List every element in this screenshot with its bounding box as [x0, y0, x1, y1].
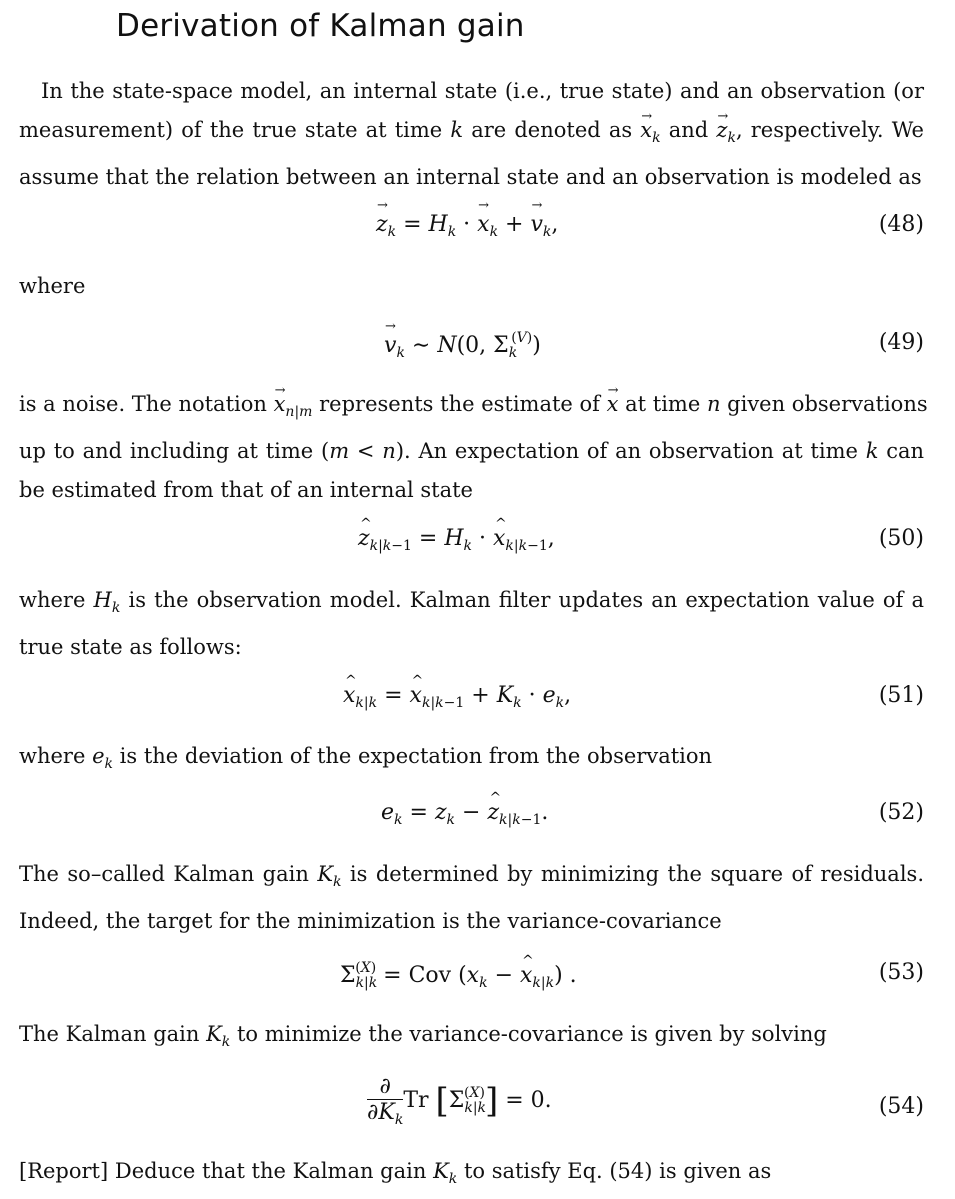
equation-49: → $v_k$ ∼ N(0, $\Sigma_k^{(V)}$) (49) [0, 322, 955, 366]
equation-number: (50) [878, 526, 924, 551]
equation-rhs: = 0. [505, 1088, 552, 1113]
equation-53: $\Sigma_{k|k}^{(X)}$ = Cov ($x_k$ − ^ $x_{k|k}$) . (53) [0, 952, 955, 996]
text-line: up to and including at time (m < n). An expectation of an observation at time k can [19, 439, 925, 463]
text-line: where $H_k$ is the observation model. Kalman filter updates an expectation value of a [19, 588, 924, 616]
paragraph-observation-model [19, 581, 924, 667]
text-line: where [19, 274, 86, 298]
equation-54: $\frac{\partial}{\partial K_k}$ Tr $[\Sigma_{k|k}^{(X)}] = 0$. (54) [367, 1074, 924, 1128]
equation-48: → $z_k = H_k$ · → $x_k$ + → $v_k$, (48) [0, 204, 955, 248]
text-line: true state as follows: [19, 635, 242, 659]
text-line: [Report] Deduce that the Kalman gain $K_k$ to satisfy Eq. (54) is given as [19, 1159, 772, 1187]
equation-51: ^ $x_{k|k}$ = ^ $x_{k|k-1} + K_k \cdot e_k$, (51) [0, 675, 955, 719]
equation-number: (51) [878, 683, 924, 708]
equation-number: (49) [878, 330, 924, 355]
equation-number: (52) [878, 800, 924, 825]
paragraph-kalman-gain [19, 855, 924, 941]
equation-number: (48) [878, 212, 924, 237]
text-line: Indeed, the target for the minimization is the variance-covariance [19, 909, 722, 933]
text-line: assume that the relation between an internal state and an observation is modeled as [19, 165, 922, 189]
equation-52: $e_k = z_k$ − ^ $z_{k|k-1}$. (52) [0, 792, 955, 836]
text-line: measurement) of the true state at time k are denoted as → $x_k$ and → $z_k$, respectively. We [19, 111, 924, 158]
equation-50: ^ $z_{k|k-1} = H_k$ · ^ $x_{k|k-1}$, (50) [0, 518, 955, 562]
paragraph-intro [19, 72, 924, 197]
text-line: where $e_k$ is the deviation of the expectation from the observation [19, 744, 713, 772]
equation-number: (54) [878, 1094, 924, 1119]
text-line: The Kalman gain $K_k$ to minimize the variance-covariance is given by solving [19, 1022, 827, 1050]
text-line: In the state-space model, an internal state (i.e., true state) and an observation (or [41, 79, 924, 103]
paragraph-solve [19, 1015, 924, 1062]
paragraph-notation [19, 385, 928, 510]
paragraph-report [19, 1152, 924, 1199]
text-line: is a noise. The notation → $x_{n|m}$ represents the estimate of → x at time n given observations [19, 385, 924, 432]
paragraph-deviation [19, 737, 924, 784]
text-line: be estimated from that of an internal state [19, 478, 473, 502]
cov-operator: Cov [408, 963, 452, 988]
paragraph-where [19, 267, 924, 306]
section-title: Derivation of Kalman gain [116, 8, 525, 44]
trace-operator: Tr [403, 1088, 429, 1113]
text-line: The so–called Kalman gain $K_k$ is determined by minimizing the square of residuals. [19, 862, 924, 890]
equation-number: (53) [878, 960, 924, 985]
